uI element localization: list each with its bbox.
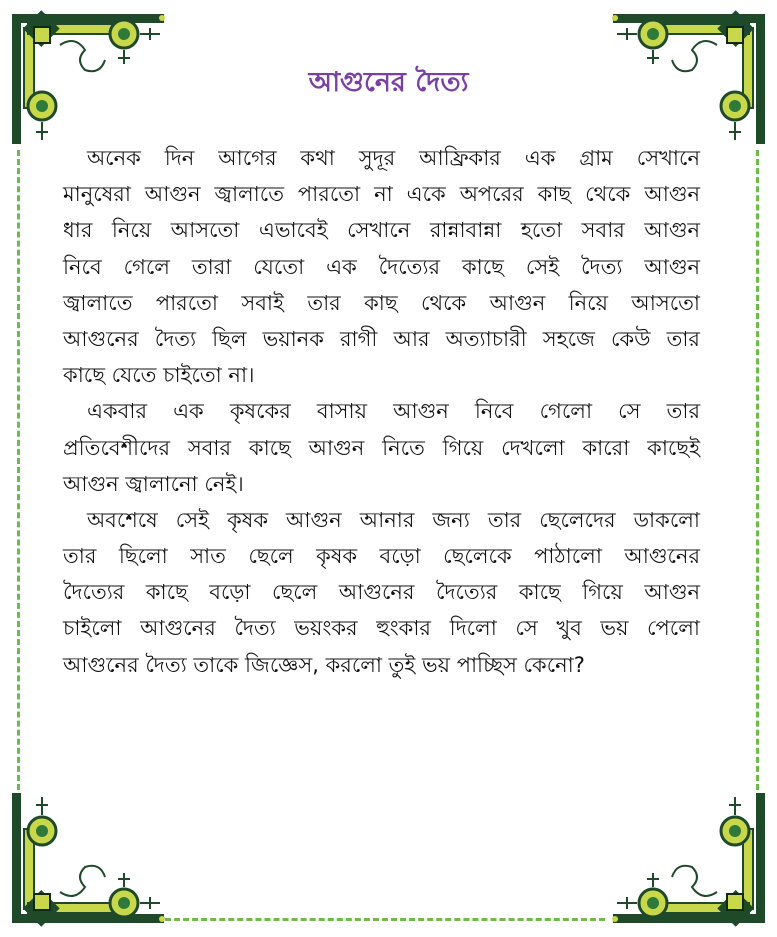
story-line: চাইলো আগুনের দৈত্য ভয়ংকর হুংকার দিলো সে খুব ভয় পেলো (63, 616, 700, 641)
story-line: ধার নিয়ে আসতো এভাবেই সেখানে রান্নাবান্না হতো সবার আগুন (63, 218, 700, 243)
story-line: অবশেষে সেই কৃষক আগুন আনার জন্য তার ছেলেদের ডাকলো (87, 507, 700, 532)
story-line: মানুষেরা আগুন জ্বালাতে পারতো না একে অপরের কাছ থেকে আগুন (63, 182, 700, 207)
page-title: আগুনের দৈত্য (308, 67, 469, 98)
story-line: নিবে গেলে তারা যেতো এক দৈত্যের কাছে সেই দৈত্য আগুন (63, 254, 700, 279)
story-line: আগুন জ্বালানো নেই। (63, 471, 244, 496)
story-body (63, 140, 700, 683)
story-line: আগুনের দৈত্য তাকে জিজ্ঞেস, করলো তুই ভয় পাচ্ছিস কেনো? (63, 652, 585, 677)
story-line: কাছে যেতে চাইতো না। (63, 363, 255, 388)
story-line: জ্বালাতে পারতো সবাই তার কাছ থেকে আগুন নিয়ে আসতো (63, 290, 700, 315)
story-line: অনেক দিন আগের কথা সুদূর আফ্রিকার এক গ্রাম সেখানে (87, 146, 700, 170)
right-border-dashed (756, 150, 759, 790)
bottom-border-dashed (165, 918, 605, 921)
story-line: দৈত্যের কাছে বড়ো ছেলে আগুনের দৈত্যের কাছে গিয়ে আগুন (63, 580, 700, 605)
story-line: তার ছিলো সাত ছেলে কৃষক বড়ো ছেলেকে পাঠালো আগুনের (63, 544, 700, 569)
story-line: একবার এক কৃষকের বাসায় আগুন নিবে গেলো সে তার (87, 399, 700, 424)
corner-ornament-bottom-right (607, 777, 777, 937)
corner-ornament-bottom-left (0, 777, 170, 937)
story-line: আগুনের দৈত্য ছিল ভয়ানক রাগী আর অত্যাচারী সহজে কেউ তার (63, 326, 700, 351)
story-line: প্রতিবেশীদের সবার কাছে আগুন নিতে গিয়ে দেখলো কারো কাছেই (63, 435, 700, 460)
left-border-dashed (17, 150, 20, 790)
